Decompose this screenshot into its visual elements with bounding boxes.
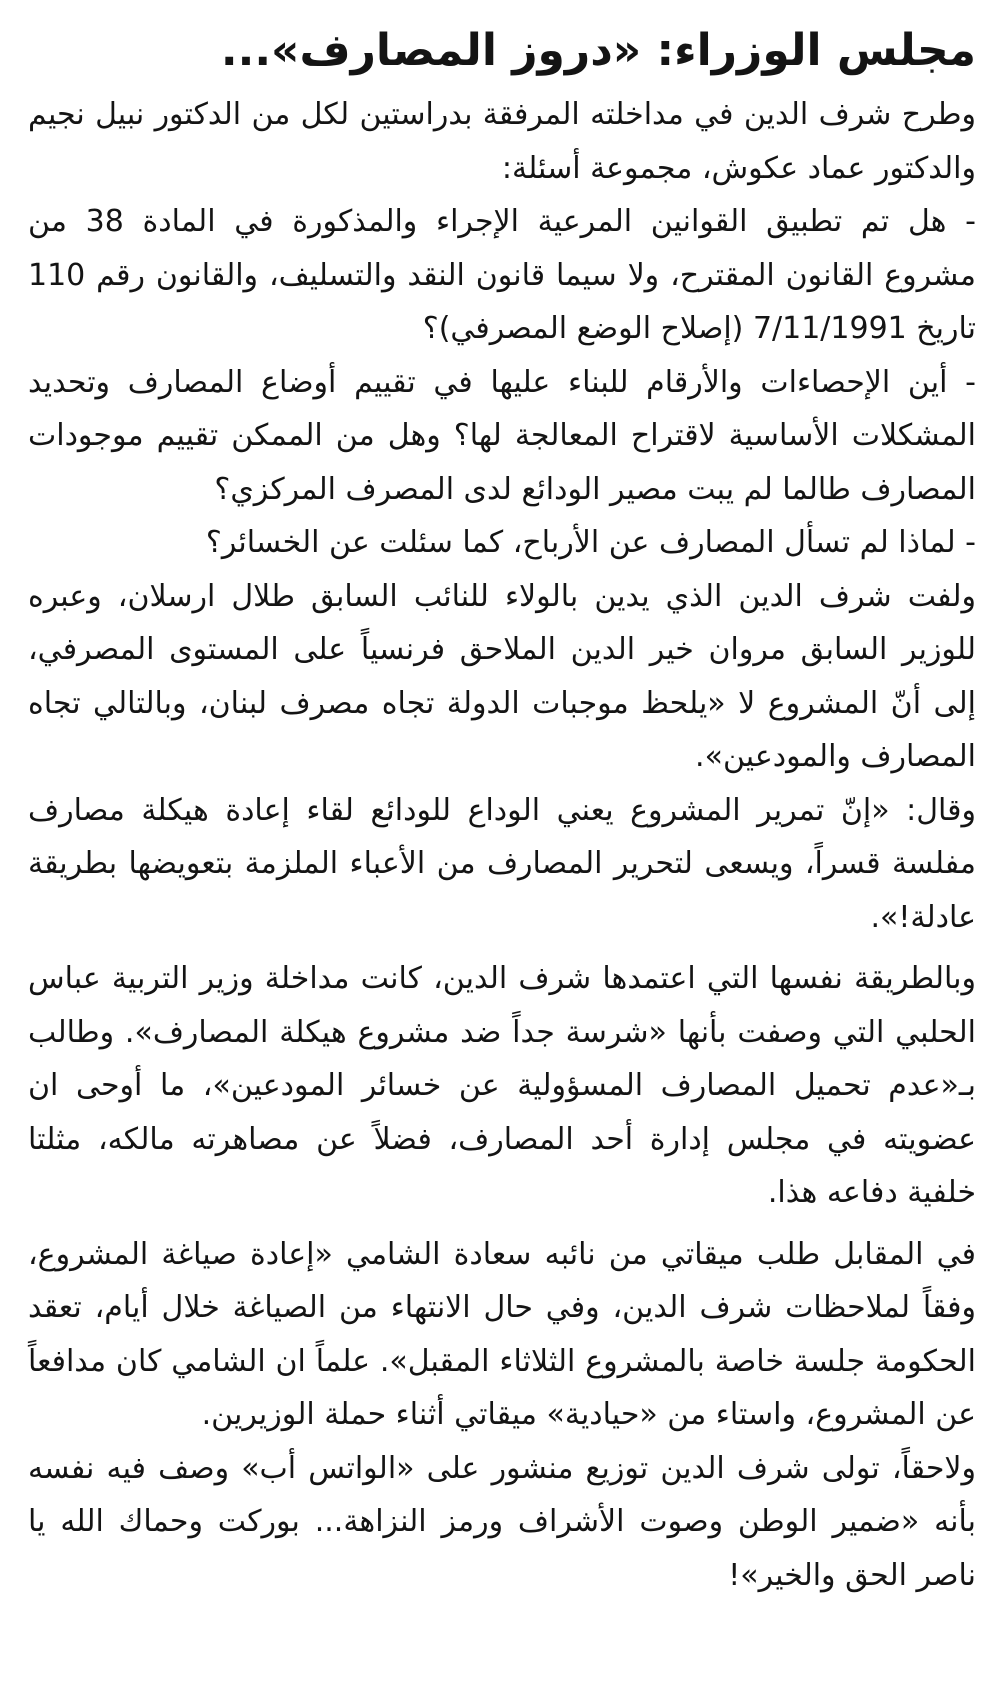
article-paragraph: وطرح شرف الدين في مداخلته المرفقة بدراستين لكل من الدكتور نبيل نجيم والدكتور عماد عكوش، مجموعة أسئلة: xyxy=(28,97,976,186)
article-body xyxy=(28,88,976,1602)
article-paragraph: في المقابل طلب ميقاتي من نائبه سعادة الشامي «إعادة صياغة المشروع، وفقاً لملاحظات شرف الدين، وفي حال الانتهاء من الصياغة خلال أيام، تعقد الحكومة جلسة خاصة بالمشروع الثلاثاء المقبل». علماً ان الشامي كان مدافعاً عن المشروع، واستاء من «حيادية» ميقاتي أثناء حملة الوزيرين. xyxy=(28,1236,976,1432)
article-paragraph: ولاحقاً، تولى شرف الدين توزيع منشور على «الواتس أب» وصف فيه نفسه بأنه «ضمير الوطن وصوت الأشراف ورمز النزاهة... بوركت وحماك الله يا ناصر الحق والخير»! xyxy=(28,1450,976,1593)
article-paragraph: - أين الإحصاءات والأرقام للبناء عليها في تقييم أوضاع المصارف وتحديد المشكلات الأساسية لاقتراح المعالجة لها؟ وهل من الممكن تقييم موجودات المصارف طالما لم يبت مصير الودائع لدى المصرف المركزي؟ xyxy=(28,364,976,507)
article-headline: مجلس الوزراء: «دروز المصارف»... xyxy=(220,25,976,76)
article-paragraph: - هل تم تطبيق القوانين المرعية الإجراء والمذكورة في المادة 38 من مشروع القانون المقترح، ولا سيما قانون النقد والتسليف، والقانون رقم 110 تاريخ 7/11/1991 (إصلاح الوضع المصرفي)؟ xyxy=(28,204,976,346)
article-paragraph: - لماذا لم تسأل المصارف عن الأرباح، كما سئلت عن الخسائر؟ xyxy=(205,525,976,560)
article-paragraph: وبالطريقة نفسها التي اعتمدها شرف الدين، كانت مداخلة وزير التربية عباس الحلبي التي وصفت بأنها «شرسة جداً ضد مشروع هيكلة المصارف». وطالب بـ«عدم تحميل المصارف المسؤولية عن خسائر المودعين»، ما أوحى ان عضويته في مجلس إدارة أحد المصارف، فضلاً عن مصاهرته مالكه، مثلتا خلفية دفاعه هذا. xyxy=(28,961,976,1210)
article-paragraph: ولفت شرف الدين الذي يدين بالولاء للنائب السابق طلال ارسلان، وعبره للوزير السابق مروان خير الدين الملاحق فرنسياً على المستوى المصرفي، إلى أنّ المشروع لا «يلحظ موجبات الدولة تجاه مصرف لبنان، وبالتالي تجاه المصارف والمودعين». xyxy=(28,578,976,774)
news-article xyxy=(28,22,976,1602)
article-paragraph: وقال: «إنّ تمرير المشروع يعني الوداع للودائع لقاء إعادة هيكلة مصارف مفلسة قسراً، ويسعى لتحرير المصارف من الأعباء الملزمة بتعويضها بطريقة عادلة!». xyxy=(28,792,976,935)
